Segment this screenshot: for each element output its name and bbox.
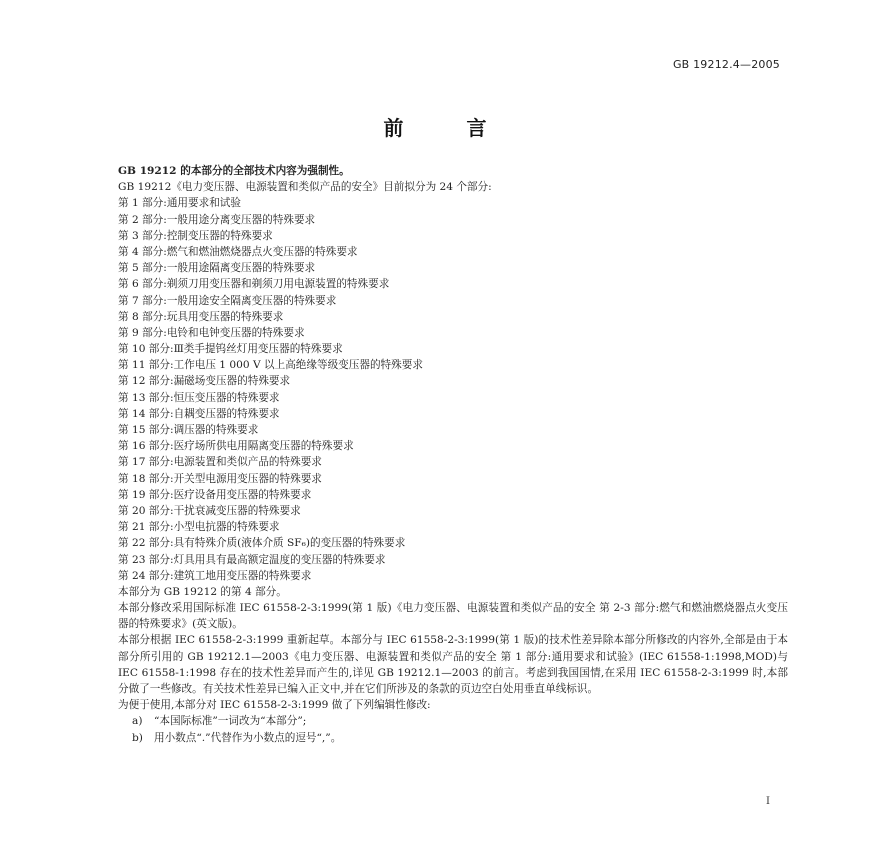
part-item: 第 20 部分:干扰衰减变压器的特殊要求: [118, 504, 301, 517]
paragraph-editorial: 为便于使用,本部分对 IEC 61558-2-3:1999 做了下列编辑性修改:: [118, 699, 431, 712]
part-item: 第 22 部分:具有特殊介质(液体介质 SF₆)的变压器的特殊要求: [118, 537, 406, 550]
part-item: 第 4 部分:燃气和燃油燃烧器点火变压器的特殊要求: [118, 245, 358, 258]
part-item: 第 15 部分:调压器的特殊要求: [118, 424, 259, 436]
page-title: 前 言: [383, 116, 515, 140]
part-item: 第 2 部分:一般用途分离变压器的特殊要求: [118, 213, 316, 226]
parts-list: [118, 195, 788, 584]
part-item: 第 17 部分:电源装置和类似产品的特殊要求: [118, 456, 322, 469]
list-marker: b): [132, 731, 143, 744]
part-item: 第 10 部分:Ⅲ类手提钨丝灯用变压器的特殊要求: [118, 343, 343, 356]
list-item-text: “本国际标准”一词改为“本部分”;: [154, 715, 307, 728]
part-item: 第 14 部分:自耦变压器的特殊要求: [118, 407, 280, 420]
list-marker: a): [132, 715, 143, 728]
part-item: 第 24 部分:建筑工地用变压器的特殊要求: [118, 569, 312, 582]
part-item: 第 23 部分:灯具用具有最高额定温度的变压器的特殊要求: [118, 553, 386, 566]
part-item: 第 13 部分:恒压变压器的特殊要求: [118, 391, 280, 404]
list-item: [118, 713, 788, 729]
paragraph-differences: 本部分根据 IEC 61558-2-3:1999 重新起草。本部分与 IEC 61558-2-3:1999(第 1 版)的技术性差异除本部分所修改的内容外,全部是由于本部分所引用的 GB 19212.1—2003《电力变压器、电源装置和类似产品的安全 第 1 部分:通用要求和试验》(IEC 61558-1:1998,MOD)与 IEC 61558-1:1998 存在的技术性差异而产生的,详见 GB 19212.1—2003 的前言。考虑到我国国情,在采用 IEC 61558-2-3:1999 时,本部分做了一些修改。有关技术性差异已编入正文中,并在它们所涉及的条款的页边空白处用垂直单线标识。: [118, 634, 788, 696]
part-item: 第 5 部分:一般用途隔离变压器的特殊要求: [118, 262, 316, 275]
list-item-text: 用小数点“.”代替作为小数点的逗号“,”。: [154, 731, 342, 744]
part-item: 第 19 部分:医疗设备用变压器的特殊要求: [118, 488, 312, 501]
part-item: 第 18 部分:开关型电源用变压器的特殊要求: [118, 472, 322, 485]
part-item: 第 16 部分:医疗场所供电用隔离变压器的特殊要求: [118, 440, 354, 453]
part-item: 第 11 部分:工作电压 1 000 V 以上高绝缘等级变压器的特殊要求: [118, 359, 423, 372]
part-item: 第 9 部分:电铃和电钟变压器的特殊要求: [118, 326, 305, 339]
intro-line: GB 19212《电力变压器、电源装置和类似产品的安全》目前拟分为 24 个部分:: [118, 181, 492, 194]
part-item: 第 12 部分:漏磁场变压器的特殊要求: [118, 375, 291, 388]
paragraph-adoption: 本部分修改采用国际标准 IEC 61558-2-3:1999(第 1 版)《电力变压器、电源装置和类似产品的安全 第 2-3 部分:燃气和燃油燃烧器点火变压器的特殊要求》(英文版)。: [118, 602, 788, 631]
this-part-line: 本部分为 GB 19212 的第 4 部分。: [118, 585, 287, 598]
page-number: I: [766, 796, 770, 807]
standard-number: GB 19212.4—2005: [672, 58, 780, 71]
document-body: [118, 163, 788, 746]
part-item: 第 21 部分:小型电抗器的特殊要求: [118, 521, 280, 534]
part-item: 第 3 部分:控制变压器的特殊要求: [118, 229, 273, 242]
part-item: 第 1 部分:通用要求和试验: [118, 197, 241, 210]
part-item: 第 6 部分:剃须刀用变压器和剃须刀用电源装置的特殊要求: [118, 278, 390, 291]
mandatory-statement: GB 19212 的本部分的全部技术内容为强制性。: [118, 165, 350, 177]
edits-list: [118, 713, 788, 745]
part-item: 第 8 部分:玩具用变压器的特殊要求: [118, 310, 284, 323]
part-item: 第 7 部分:一般用途安全隔离变压器的特殊要求: [118, 294, 337, 307]
list-item: [118, 730, 788, 746]
